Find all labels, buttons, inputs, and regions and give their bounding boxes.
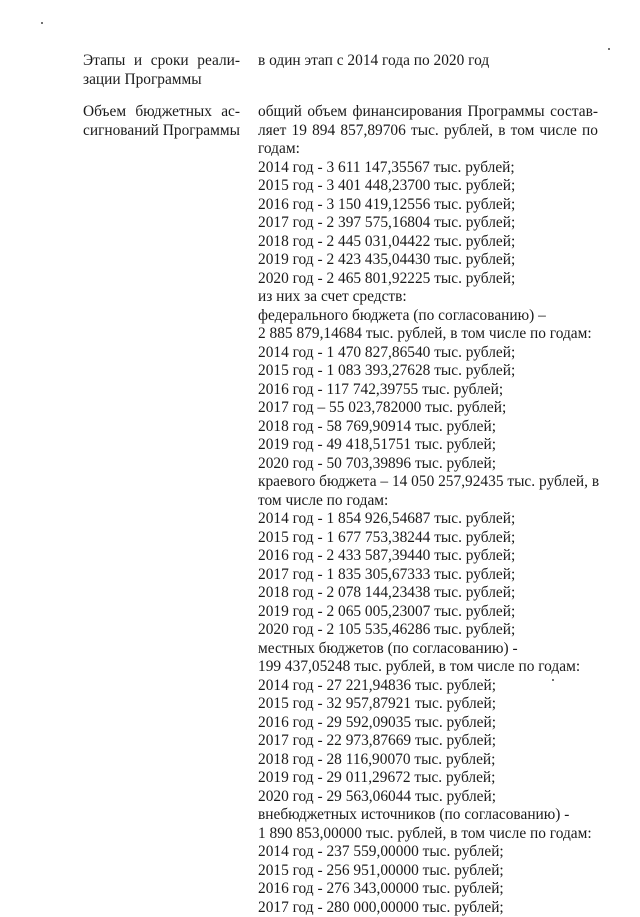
budget-line: том числе по годам: <box>258 492 598 511</box>
label-line: сигнований Программы <box>83 122 240 141</box>
label-line: Этапы и сроки реали- <box>83 52 240 71</box>
label-line: зации Программы <box>83 71 240 90</box>
budget-line: 2016 год - 276 343,00000 тыс. рублей; <box>258 880 598 899</box>
budget-line: 199 437,05248 тыс. рублей, в том числе по годам: <box>258 658 598 677</box>
budget-line: 2 885 879,14684 тыс. рублей, в том числе по годам: <box>258 325 598 344</box>
value-stages-terms <box>258 52 598 71</box>
budget-line: 2014 год - 237 559,00000 тыс. рублей; <box>258 843 598 862</box>
budget-line: 2020 год - 50 703,39896 тыс. рублей; <box>258 455 598 474</box>
budget-line: 2016 год - 117 742,39755 тыс. рублей; <box>258 381 598 400</box>
budget-line: 2017 год - 22 973,87669 тыс. рублей; <box>258 732 598 751</box>
budget-line: федерального бюджета (по согласованию) – <box>258 307 598 326</box>
budget-line: 2019 год - 29 011,29672 тыс. рублей; <box>258 769 598 788</box>
budget-line: 2018 год - 58 769,90914 тыс. рублей; <box>258 418 598 437</box>
budget-line: 2016 год - 29 592,09035 тыс. рублей; <box>258 714 598 733</box>
value-line: в один этап с 2014 года по 2020 год <box>258 52 598 71</box>
budget-line: 2017 год - 2 397 575,16804 тыс. рублей; <box>258 214 598 233</box>
budget-line: 1 890 853,00000 тыс. рублей, в том числе по годам: <box>258 825 598 844</box>
label-stages-terms <box>83 52 240 89</box>
budget-line: 2015 год - 3 401 448,23700 тыс. рублей; <box>258 177 598 196</box>
budget-line: 2016 год - 2 433 587,39440 тыс. рублей; <box>258 547 598 566</box>
budget-line: 2019 год - 2 065 005,23007 тыс. рублей; <box>258 603 598 622</box>
scan-speck <box>608 48 610 50</box>
budget-line: 2017 год – 55 023,782000 тыс. рублей; <box>258 399 598 418</box>
budget-line: 2018 год - 2 078 144,23438 тыс. рублей; <box>258 584 598 603</box>
label-line: Объем бюджетных ас- <box>83 103 240 122</box>
scan-speck <box>552 679 554 681</box>
budget-line: 2016 год - 3 150 419,12556 тыс. рублей; <box>258 196 598 215</box>
budget-line: 2014 год - 3 611 147,35567 тыс. рублей; <box>258 159 598 178</box>
budget-line: 2020 год - 29 563,06044 тыс. рублей; <box>258 788 598 807</box>
budget-line: 2020 год - 2 105 535,46286 тыс. рублей; <box>258 621 598 640</box>
budget-line: 2019 год - 2 423 435,04430 тыс. рублей; <box>258 251 598 270</box>
budget-line: 2015 год - 1 677 753,38244 тыс. рублей; <box>258 529 598 548</box>
budget-line: ляет 19 894 857,89706 тыс. рублей, в том числе по <box>258 122 598 141</box>
scan-speck <box>41 22 43 24</box>
value-budget-allocations <box>258 103 598 917</box>
budget-line: 2019 год - 49 418,51751 тыс. рублей; <box>258 436 598 455</box>
budget-line: 2017 год - 1 835 305,67333 тыс. рублей; <box>258 566 598 585</box>
budget-line: 2018 год - 28 116,90070 тыс. рублей; <box>258 751 598 770</box>
label-budget-allocations <box>83 103 240 140</box>
budget-line: 2017 год - 280 000,00000 тыс. рублей; <box>258 899 598 917</box>
budget-line: 2014 год - 27 221,94836 тыс. рублей; <box>258 677 598 696</box>
budget-line: местных бюджетов (по согласованию) - <box>258 640 598 659</box>
budget-line: 2014 год - 1 470 827,86540 тыс. рублей; <box>258 344 598 363</box>
budget-line: 2015 год - 256 951,00000 тыс. рублей; <box>258 862 598 881</box>
budget-line: 2015 год - 1 083 393,27628 тыс. рублей; <box>258 362 598 381</box>
budget-line: годам: <box>258 140 598 159</box>
budget-line: 2014 год - 1 854 926,54687 тыс. рублей; <box>258 510 598 529</box>
budget-line: краевого бюджета – 14 050 257,92435 тыс. рублей, в <box>258 473 598 492</box>
budget-line: внебюджетных источников (по согласованию) - <box>258 806 598 825</box>
budget-line: из них за счет средств: <box>258 288 598 307</box>
budget-line: 2020 год - 2 465 801,92225 тыс. рублей; <box>258 270 598 289</box>
budget-line: общий объем финансирования Программы состав- <box>258 103 598 122</box>
budget-line: 2018 год - 2 445 031,04422 тыс. рублей; <box>258 233 598 252</box>
budget-line: 2015 год - 32 957,87921 тыс. рублей; <box>258 695 598 714</box>
